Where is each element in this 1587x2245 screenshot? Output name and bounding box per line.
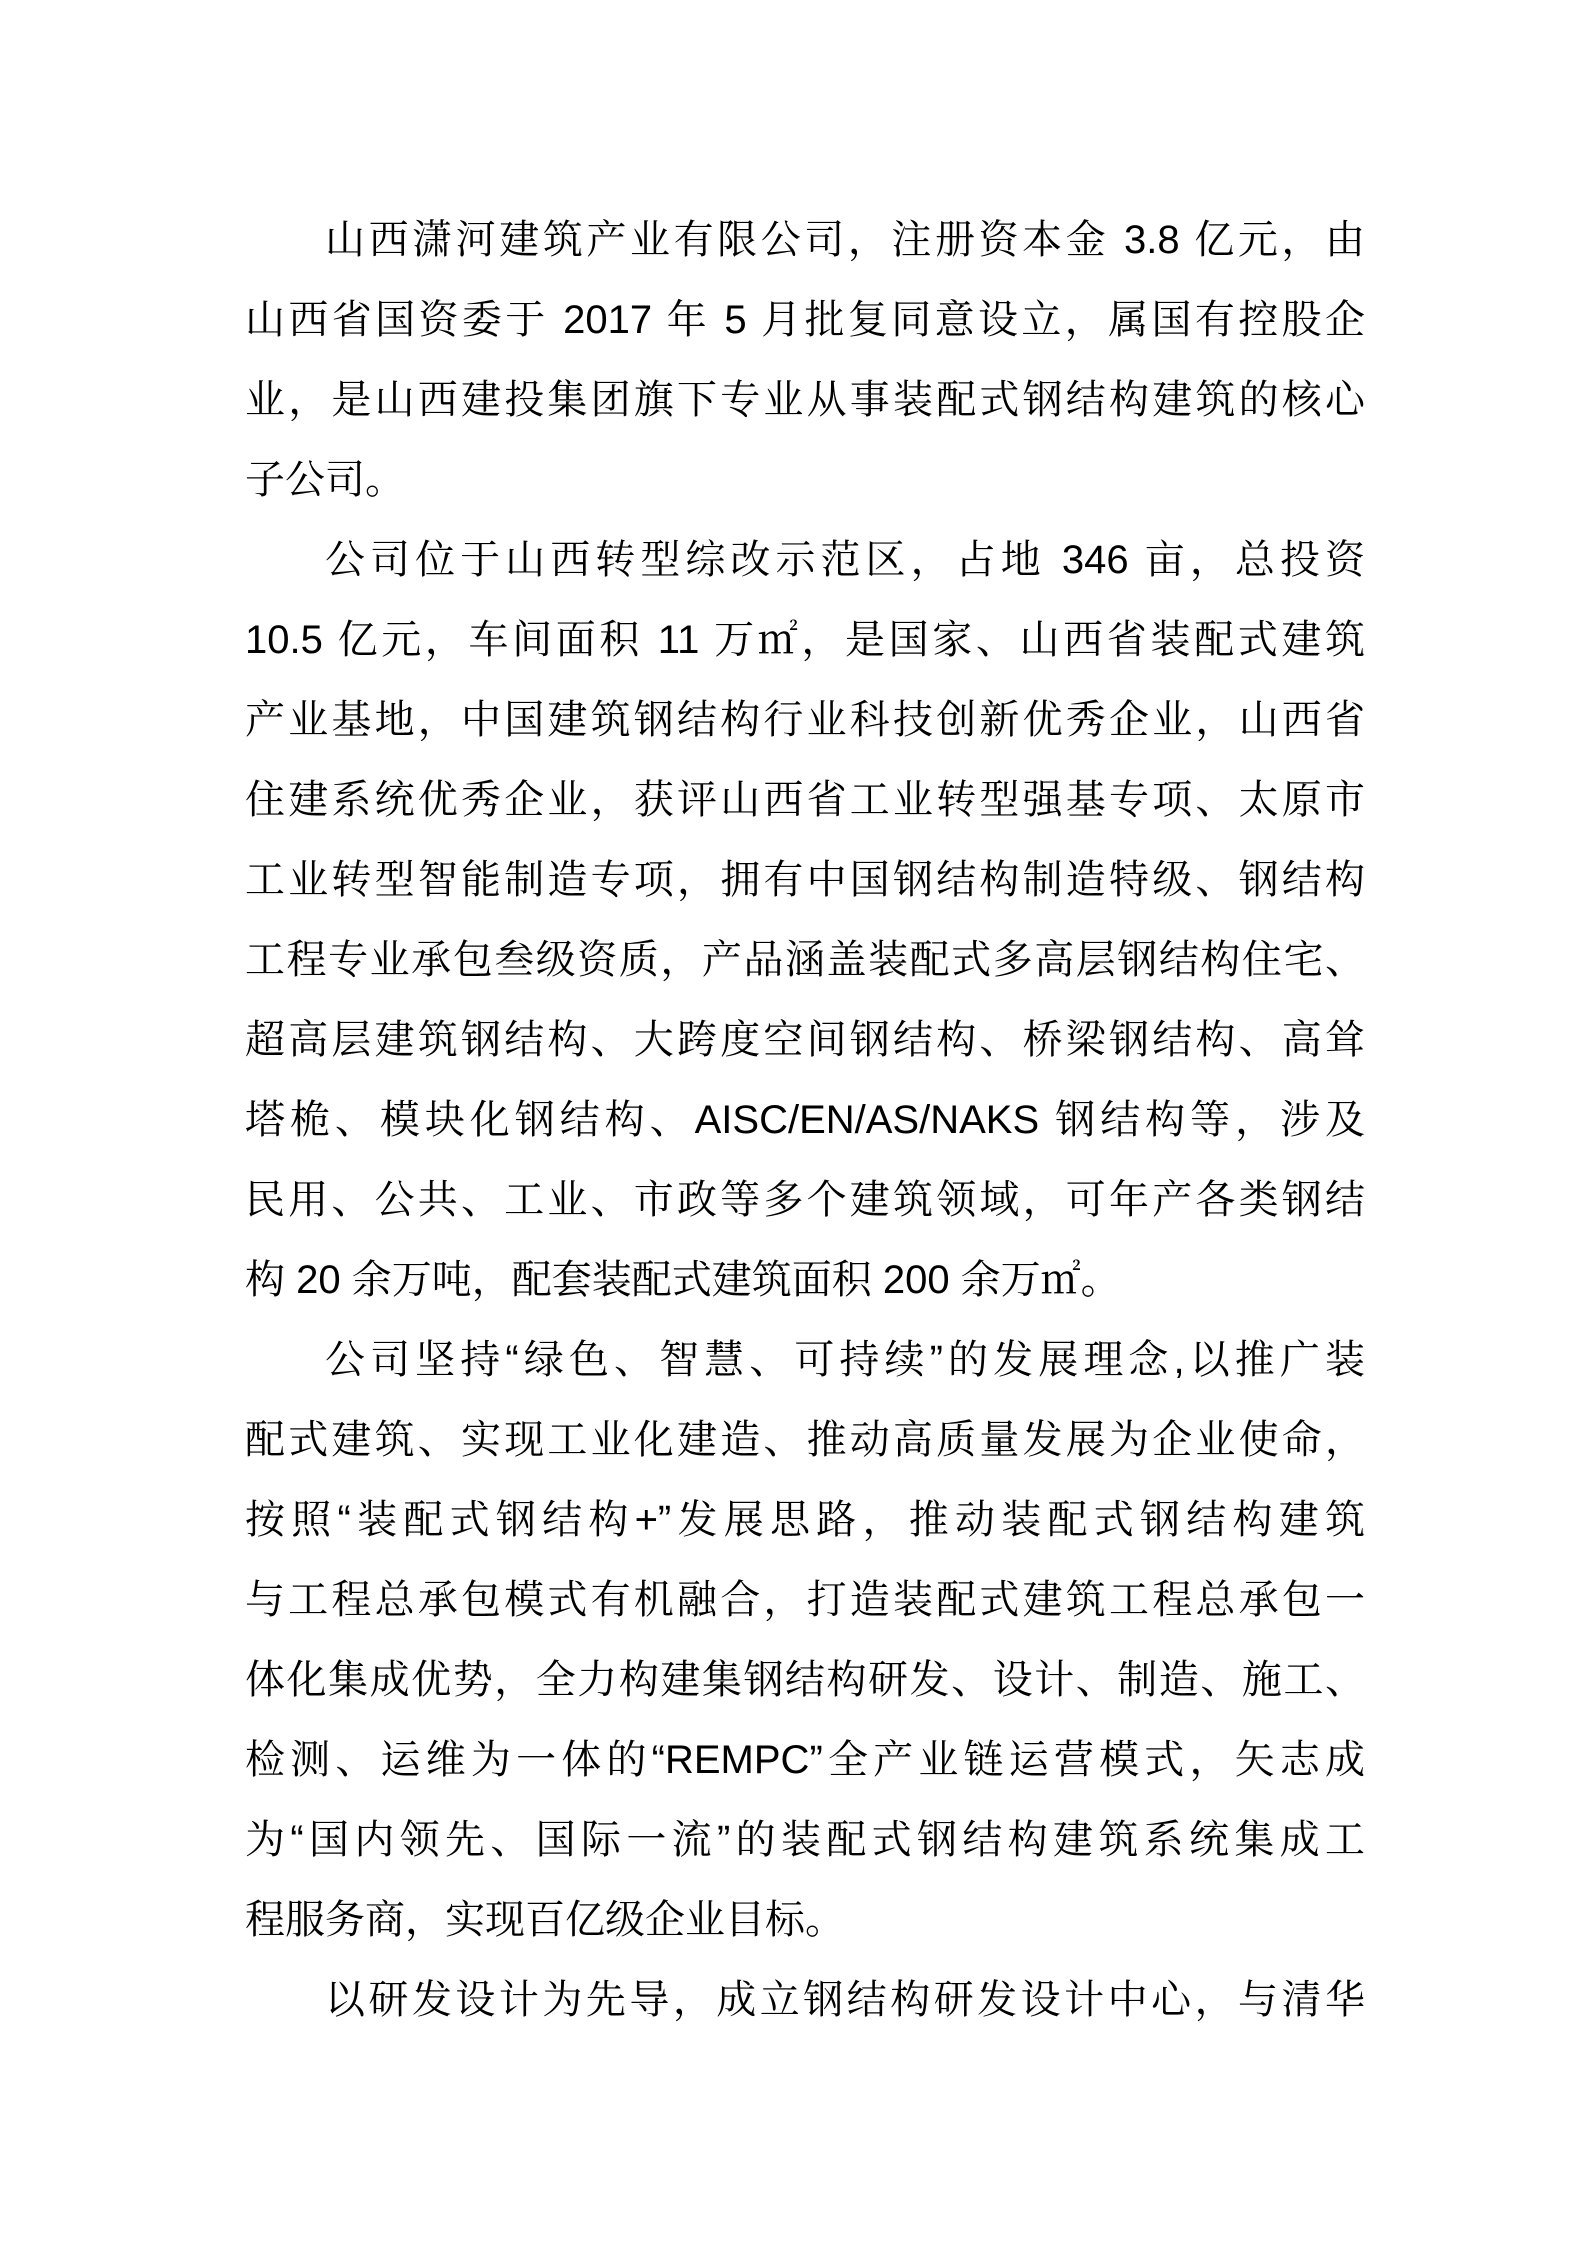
text-line: 程服务商，实现百亿级企业目标。	[245, 1898, 845, 1942]
text-line: 山西省国资委于 2017 年 5 月批复同意设立，属国有控股企	[245, 298, 1365, 342]
paragraph	[245, 1960, 1365, 2040]
text-line: 山西潇河建筑产业有限公司，注册资本金 3.8 亿元，由	[325, 218, 1365, 262]
text-line: 产业基地，中国建筑钢结构行业科技创新优秀企业，山西省	[245, 698, 1365, 742]
text-line: 为“国内领先、国际一流”的装配式钢结构建筑系统集成工	[245, 1818, 1365, 1862]
text-line: 构 20 余万吨，配套装配式建筑面积 200 余万㎡。	[245, 1258, 1121, 1302]
text-line: 住建系统优秀企业，获评山西省工业转型强基专项、太原市	[245, 778, 1365, 822]
text-line: 子公司。	[245, 458, 405, 502]
text-line: 公司坚持“绿色、智慧、可持续”的发展理念,以推广装	[325, 1338, 1365, 1382]
paragraph	[245, 520, 1365, 1320]
text-line: 超高层建筑钢结构、大跨度空间钢结构、桥梁钢结构、高耸	[245, 1018, 1365, 1062]
paragraph	[245, 200, 1365, 520]
text-line: 公司位于山西转型综改示范区，占地 346 亩，总投资	[325, 538, 1365, 582]
text-line: 工程专业承包叁级资质，产品涵盖装配式多高层钢结构住宅、	[245, 938, 1365, 982]
text-line: 以研发设计为先导，成立钢结构研发设计中心，与清华	[325, 1978, 1365, 2022]
text-line: 塔桅、模块化钢结构、AISC/EN/AS/NAKS 钢结构等，涉及	[245, 1098, 1365, 1142]
text-line: 配式建筑、实现工业化建造、推动高质量发展为企业使命，	[245, 1418, 1365, 1462]
text-line: 与工程总承包模式有机融合，打造装配式建筑工程总承包一	[245, 1578, 1365, 1622]
paragraph	[245, 1320, 1365, 1960]
text-line: 10.5 亿元，车间面积 11 万㎡，是国家、山西省装配式建筑	[245, 618, 1365, 662]
text-line: 按照“装配式钢结构+”发展思路，推动装配式钢结构建筑	[245, 1498, 1365, 1542]
text-line: 民用、公共、工业、市政等多个建筑领域，可年产各类钢结	[245, 1178, 1365, 1222]
text-line: 工业转型智能制造专项，拥有中国钢结构制造特级、钢结构	[245, 858, 1365, 902]
document-body	[245, 200, 1365, 2040]
text-line: 检测、运维为一体的“REMPC”全产业链运营模式，矢志成	[245, 1738, 1365, 1782]
text-line: 业，是山西建投集团旗下专业从事装配式钢结构建筑的核心	[245, 378, 1365, 422]
text-line: 体化集成优势，全力构建集钢结构研发、设计、制造、施工、	[245, 1658, 1365, 1702]
